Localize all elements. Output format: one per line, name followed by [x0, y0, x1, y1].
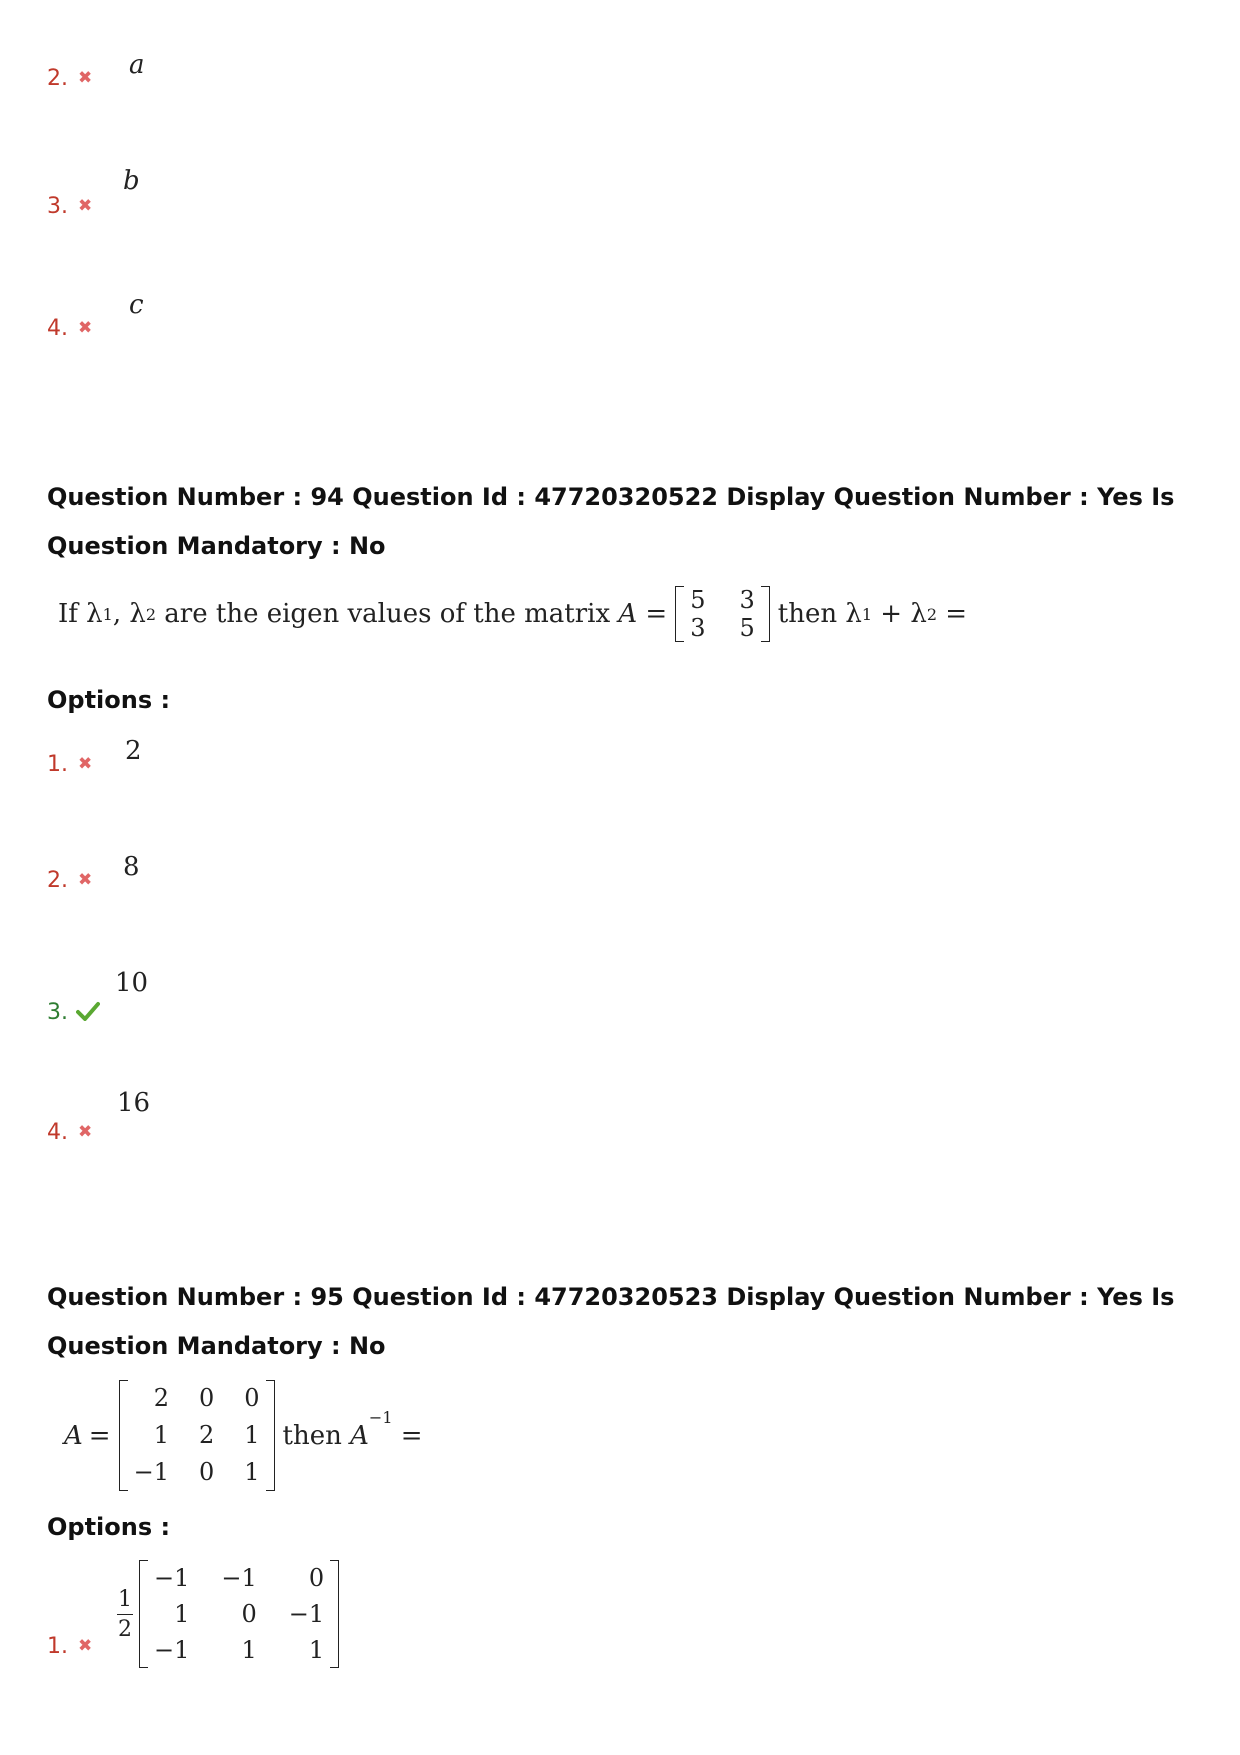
matrix: −1 −1 0 1 0 −1 −1 1 1	[139, 1560, 339, 1668]
option-number: 1. ✖	[47, 752, 93, 777]
option-number: 4. ✖	[47, 1120, 93, 1145]
cross-icon: ✖	[78, 754, 93, 774]
option-answer: 16	[117, 1088, 151, 1118]
option-number: 3.	[47, 1000, 100, 1027]
option-number: 1. ✖	[47, 1634, 93, 1659]
options-label: Options :	[47, 1513, 171, 1541]
cross-icon: ✖	[78, 1122, 93, 1142]
option-number: 2. ✖	[47, 868, 93, 893]
option-number: 2. ✖	[47, 66, 93, 91]
fraction: $\frac{1}{2}$	[118, 1586, 132, 1642]
option-number: 3. ✖	[47, 194, 93, 219]
options-label: Options :	[47, 686, 171, 714]
cross-icon: ✖	[78, 196, 93, 216]
cross-icon: ✖	[78, 870, 93, 890]
cross-icon: ✖	[78, 1636, 93, 1656]
question-header: Question Number : 94 Question Id : 47720320522 Display Question Number : Yes Is Question Mandatory : No	[47, 483, 1175, 560]
question-header: Question Number : 95 Question Id : 47720320523 Display Question Number : Yes Is Question Mandatory : No	[47, 1283, 1175, 1360]
question-text: A = 2 0 0 1 2 1 −1 0 1 then A $^{-1}$ =	[64, 1380, 423, 1491]
matrix: 5 3 3 5	[675, 586, 770, 642]
matrix: 2 0 0 1 2 1 −1 0 1	[119, 1380, 275, 1491]
option-answer: 2	[125, 736, 142, 766]
check-icon	[76, 1001, 100, 1027]
option-number: 4. ✖	[47, 316, 93, 341]
option-answer: 10	[115, 968, 149, 998]
option-answer: a	[129, 50, 145, 80]
cross-icon: ✖	[78, 318, 93, 338]
option-answer	[117, 1560, 347, 1668]
option-answer: b	[123, 166, 140, 196]
question-text: If λ 1 , λ 2 are the eigen values of the matrix A = 5 3 3 5 then λ 1 + λ 2 =	[58, 586, 968, 642]
cross-icon: ✖	[78, 68, 93, 88]
option-answer: c	[129, 290, 144, 320]
option-answer: 8	[123, 852, 140, 882]
